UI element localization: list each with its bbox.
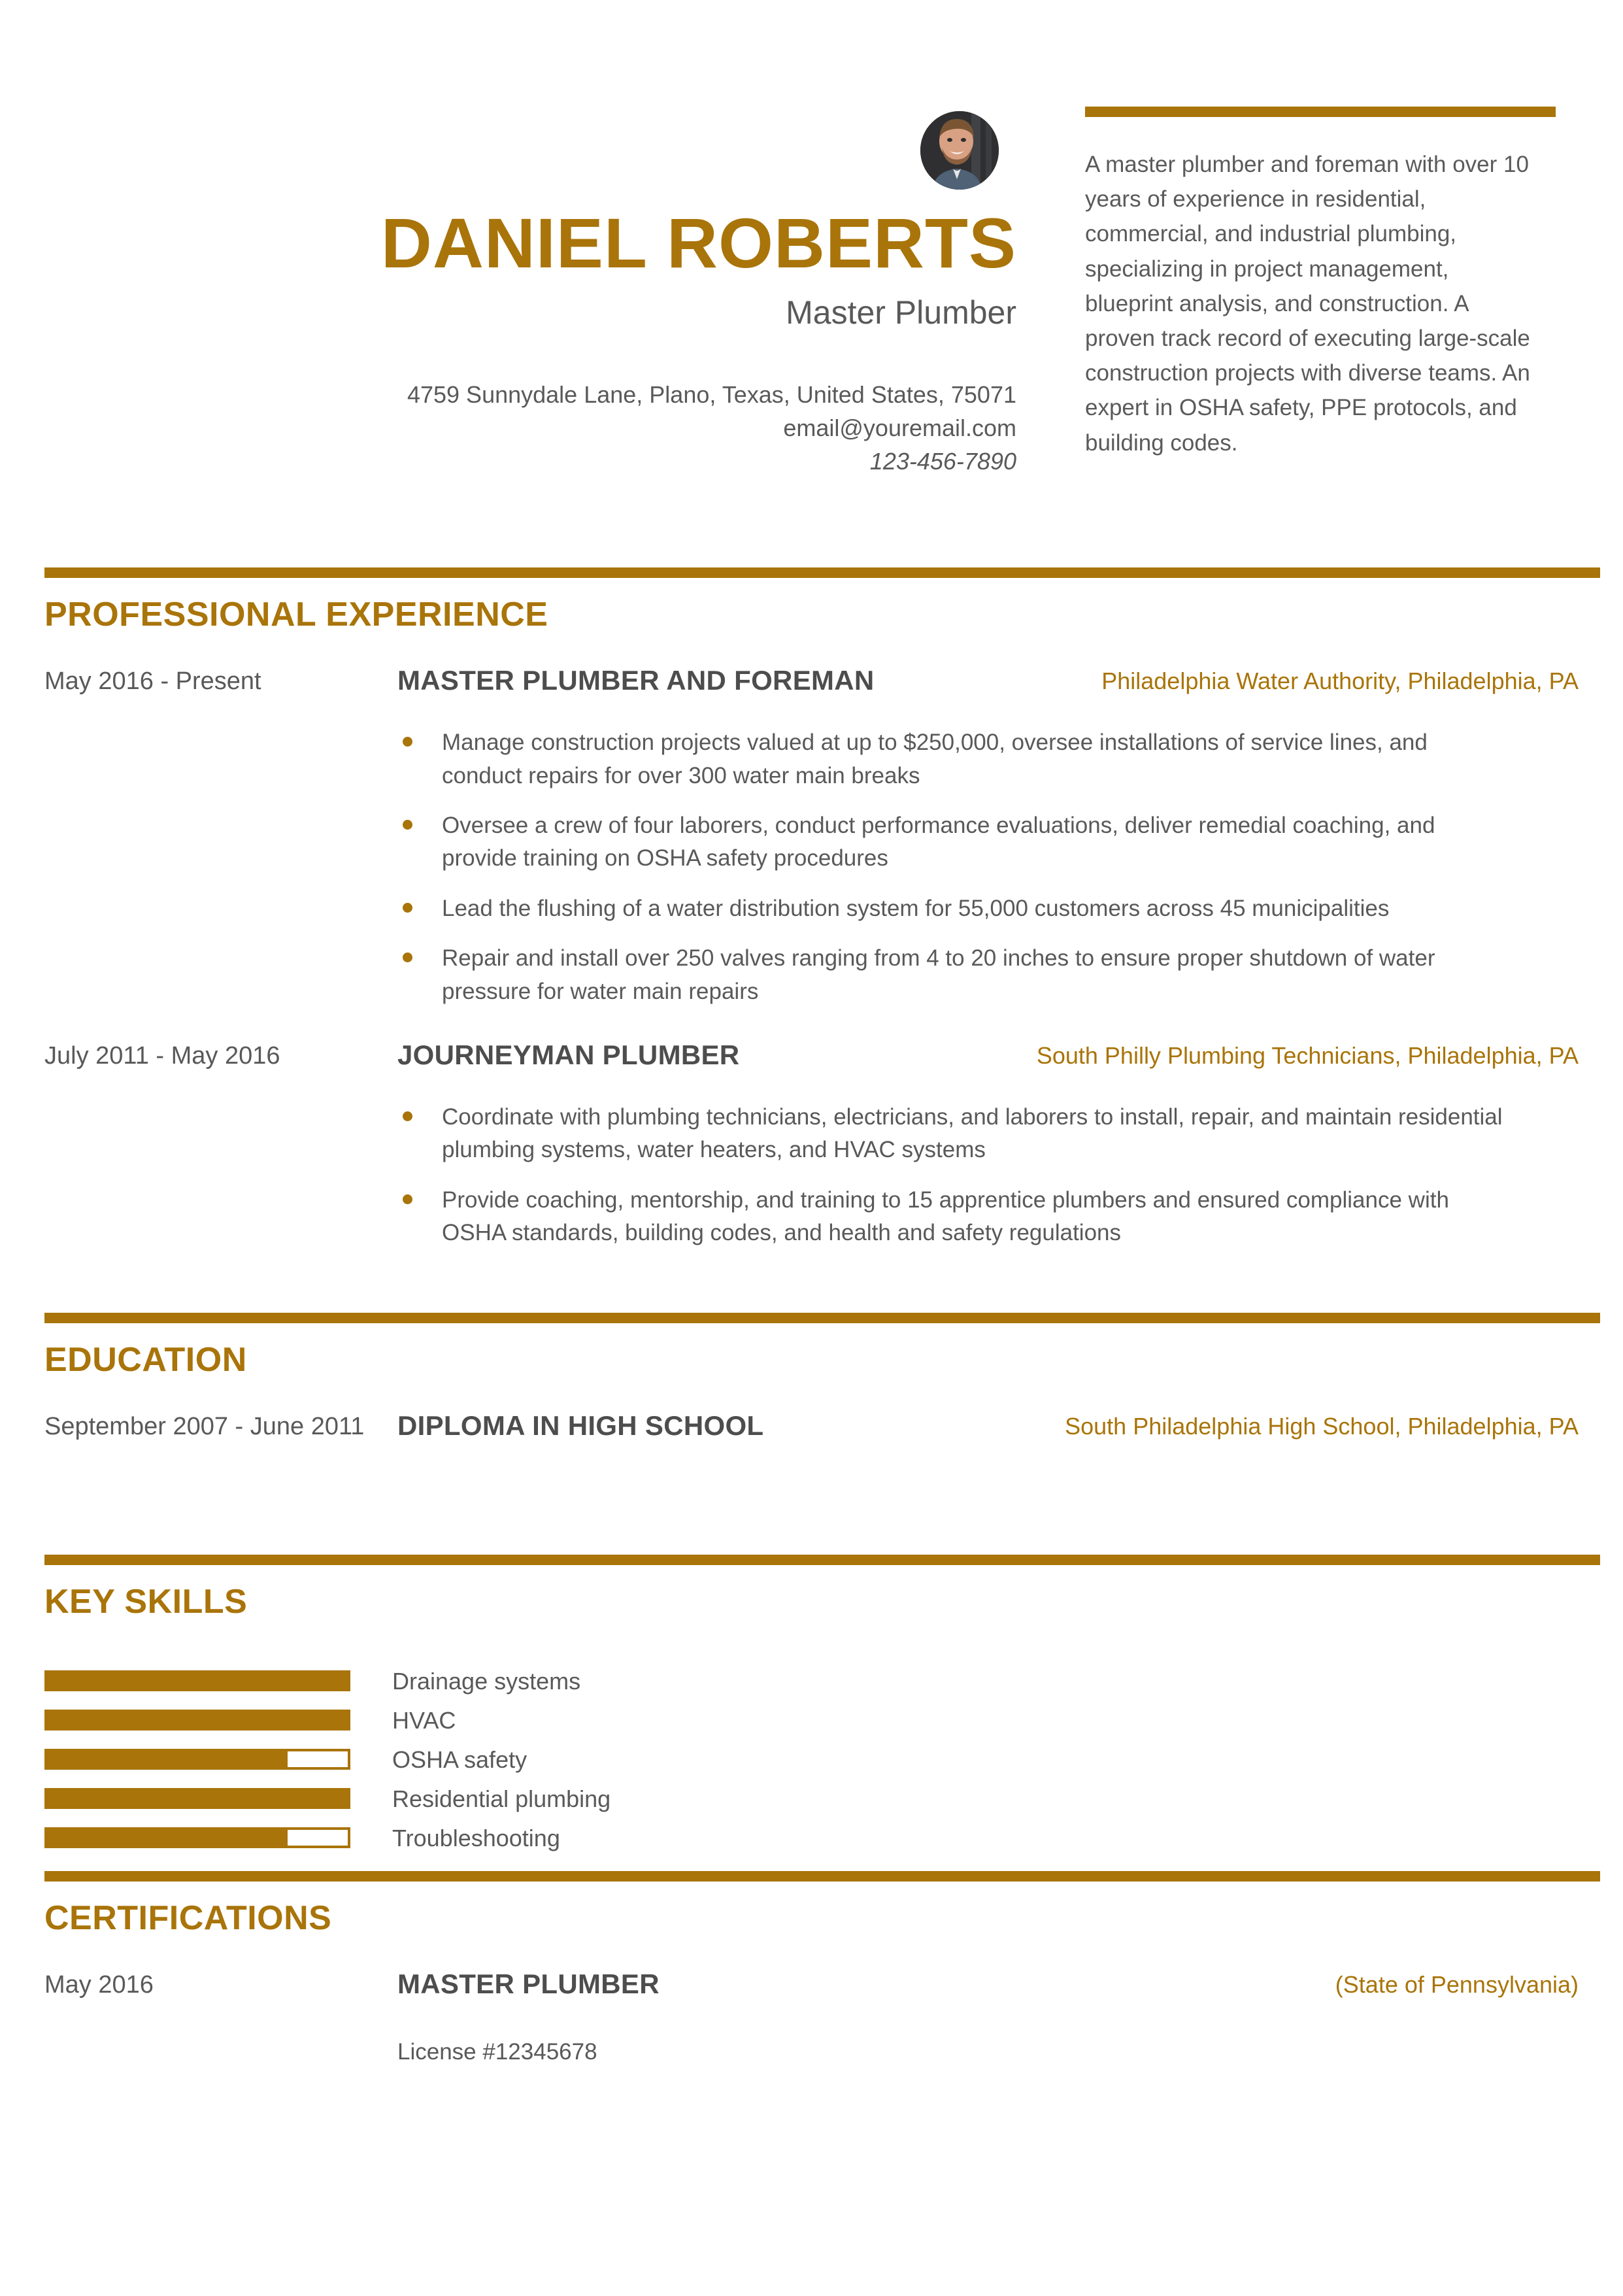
experience-organization: Philadelphia Water Authority, Philadelphia, PA — [1101, 667, 1579, 695]
certification-date: May 2016 — [44, 1971, 154, 1999]
experience-entry — [0, 1039, 1623, 1250]
section-professional-experience — [0, 567, 1623, 1266]
list-item — [0, 1781, 1623, 1821]
bullet-text: Oversee a crew of four laborers, conduct performance evaluations, deliver remedial coaching, and provide training on OSHA safety procedures — [442, 812, 1435, 871]
education-entry — [0, 1410, 1623, 1447]
skill-level-fill — [47, 1830, 288, 1846]
experience-bullet-list — [0, 726, 1623, 1008]
list-item — [0, 1821, 1623, 1860]
skill-level-bar — [44, 1670, 350, 1691]
bullet-text: Lead the flushing of a water distribution system for 55,000 customers across 45 municipalities — [442, 895, 1390, 921]
contact-block — [196, 378, 1016, 478]
experience-bullet-list — [0, 1101, 1623, 1250]
skill-label: Troubleshooting — [392, 1825, 560, 1852]
bullet-text: Coordinate with plumbing technicians, electricians, and laborers to install, repair, and maintain residential plumbing systems, water heaters, and HVAC systems — [442, 1104, 1503, 1163]
skill-label: HVAC — [392, 1707, 456, 1734]
section-divider — [44, 1871, 1600, 1882]
skill-level-bar — [44, 1710, 350, 1730]
bullet-dot-icon — [403, 737, 412, 747]
list-item — [397, 726, 1513, 792]
section-education — [0, 1313, 1623, 1447]
list-item — [0, 1742, 1623, 1781]
experience-date: July 2011 - May 2016 — [44, 1041, 280, 1070]
skill-level-fill — [47, 1751, 288, 1767]
bullet-dot-icon — [403, 820, 412, 830]
skill-level-fill — [47, 1712, 348, 1728]
list-item — [0, 1703, 1623, 1742]
resume-header — [0, 0, 1623, 562]
bullet-text: Manage construction projects valued at up to $250,000, oversee installations of service lines, and conduct repairs for over 300 water main breaks — [442, 730, 1428, 788]
section-title-education: EDUCATION — [44, 1341, 247, 1379]
skill-label: Drainage systems — [392, 1668, 581, 1695]
skill-level-bar — [44, 1749, 350, 1770]
job-title: Master Plumber — [786, 294, 1016, 331]
skill-level-fill — [47, 1673, 348, 1689]
bullet-dot-icon — [403, 953, 412, 962]
bullet-text: Repair and install over 250 valves ranging from 4 to 20 inches to ensure proper shutdown of water pressure for water main repairs — [442, 945, 1435, 1004]
certification-license: License #12345678 — [397, 2039, 597, 2065]
section-divider — [44, 1313, 1600, 1323]
list-item — [0, 1664, 1623, 1703]
skill-label: Residential plumbing — [392, 1785, 611, 1813]
section-title-certifications: CERTIFICATIONS — [44, 1899, 332, 1937]
bullet-dot-icon — [403, 903, 412, 913]
skill-level-bar — [44, 1788, 350, 1809]
experience-organization: South Philly Plumbing Technicians, Philadelphia, PA — [1036, 1041, 1579, 1069]
page-title: DANIEL ROBERTS — [380, 203, 1016, 282]
experience-role: MASTER PLUMBER AND FOREMAN — [397, 665, 875, 696]
experience-role: JOURNEYMAN PLUMBER — [397, 1039, 740, 1070]
header-identity — [196, 98, 1016, 478]
contact-email[interactable]: email@youremail.com — [783, 414, 1016, 442]
section-title-experience: PROFESSIONAL EXPERIENCE — [44, 596, 548, 633]
bullet-dot-icon — [403, 1111, 412, 1121]
experience-entry-header — [0, 1039, 1623, 1076]
list-item — [397, 892, 1513, 925]
certification-name: MASTER PLUMBER — [397, 1968, 660, 2000]
education-entry-header — [0, 1410, 1623, 1447]
bullet-text: Provide coaching, mentorship, and training to 15 apprentice plumbers and ensured compliance with OSHA standards, building codes, and health and safety regulations — [442, 1187, 1449, 1246]
education-organization: South Philadelphia High School, Philadelphia, PA — [1065, 1413, 1579, 1440]
education-date: September 2007 - June 2011 — [44, 1413, 365, 1441]
contact-phone[interactable]: 123-456-7890 — [869, 448, 1016, 475]
professional-summary: A master plumber and foreman with over 10 years of experience in residential, commercial, and industrial plumbing, specializing in project management, blueprint analysis, and construction. A proven track record of executing large-scale construction projects with diverse teams. An expert in OSHA safety, PPE protocols, and building codes. — [1085, 152, 1530, 456]
skill-level-fill — [47, 1791, 348, 1806]
section-certifications — [0, 1871, 1623, 2065]
certification-entry-header — [0, 1968, 1623, 2005]
section-divider — [44, 567, 1600, 578]
education-degree: DIPLOMA IN HIGH SCHOOL — [397, 1410, 764, 1442]
certification-issuer: (State of Pennsylvania) — [1335, 1971, 1579, 1999]
section-key-skills — [0, 1555, 1623, 1860]
contact-address: 4759 Sunnydale Lane, Plano, Texas, United States, 75071 — [407, 381, 1016, 408]
list-item — [397, 809, 1513, 875]
skill-label: OSHA safety — [392, 1746, 527, 1774]
list-item — [397, 1101, 1513, 1167]
experience-date: May 2016 - Present — [44, 667, 261, 696]
summary-divider — [1085, 107, 1556, 117]
section-divider — [44, 1555, 1600, 1565]
skill-level-bar — [44, 1827, 350, 1848]
skills-list — [0, 1664, 1623, 1860]
list-item — [397, 1184, 1513, 1250]
section-title-skills: KEY SKILLS — [44, 1583, 248, 1621]
certification-entry — [0, 1968, 1623, 2065]
experience-entry — [0, 665, 1623, 1008]
list-item — [397, 942, 1513, 1008]
experience-entry-header — [0, 665, 1623, 701]
bullet-dot-icon — [403, 1194, 412, 1204]
